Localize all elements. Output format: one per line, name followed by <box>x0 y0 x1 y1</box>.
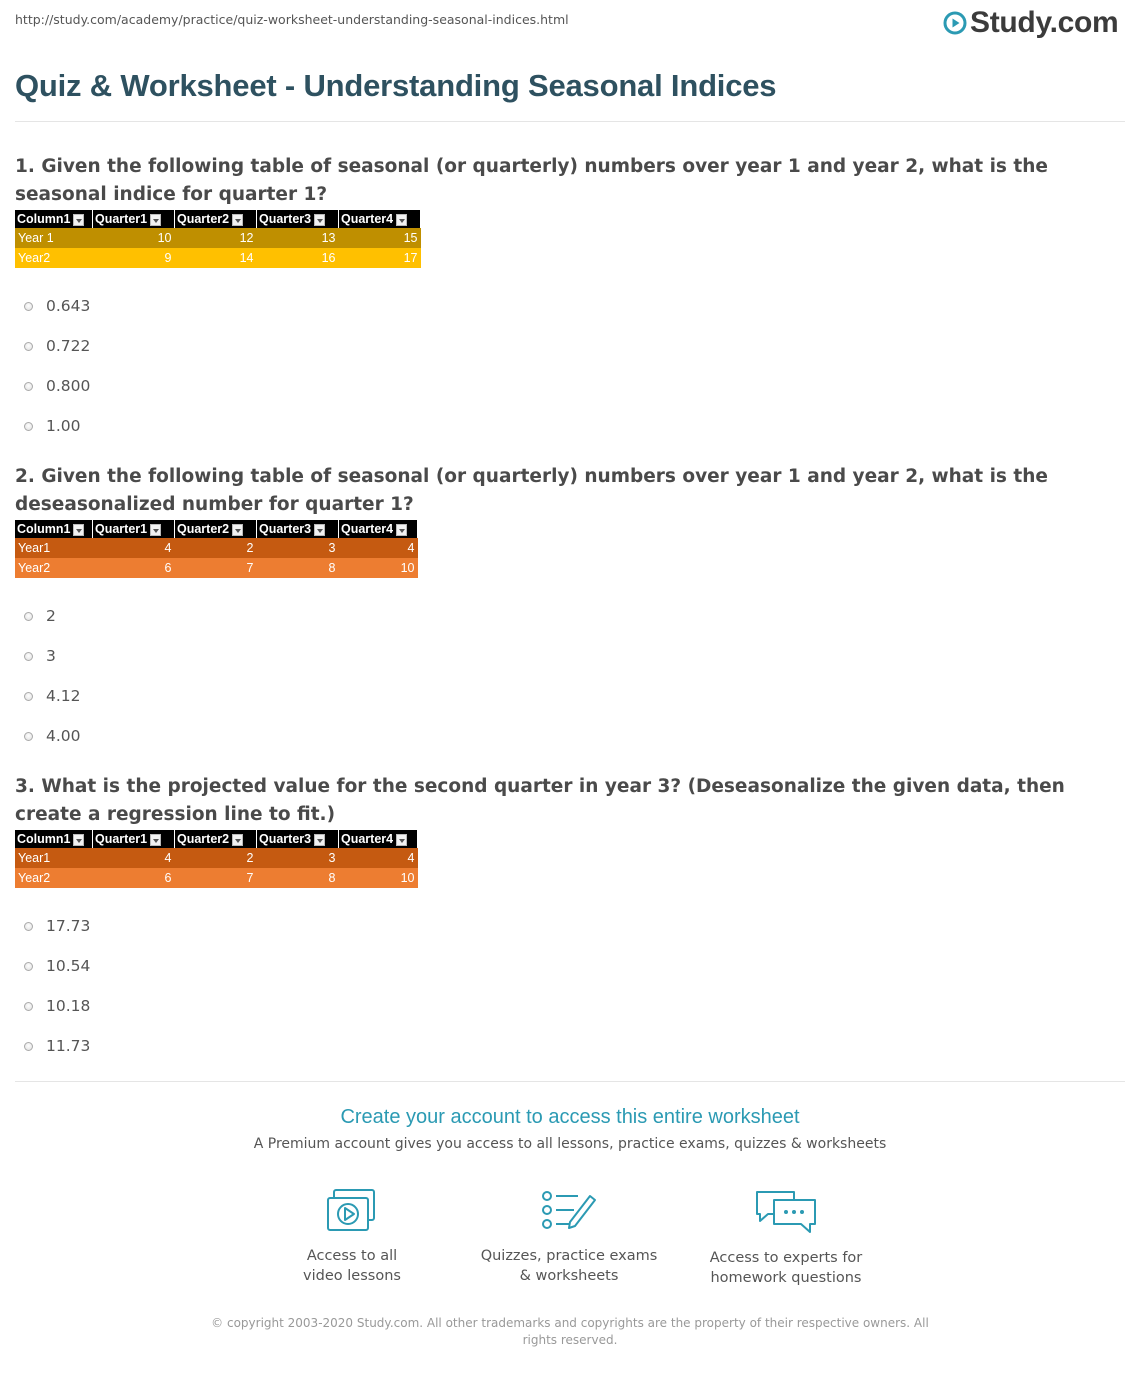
answer-label: 17.73 <box>46 917 91 935</box>
table-header-row <box>15 520 418 538</box>
logo-text: Study.com <box>970 6 1119 39</box>
chat-bubbles-icon <box>754 1188 818 1236</box>
value-cell: 2 <box>246 541 254 555</box>
radio-button[interactable] <box>24 962 33 971</box>
value-cell: 15 <box>403 231 418 245</box>
filter-dropdown-icon[interactable] <box>232 214 243 226</box>
row-label-cell: Year1 <box>18 541 51 555</box>
filter-dropdown-icon[interactable] <box>314 524 325 536</box>
data-table <box>15 520 418 578</box>
table-header-cell[interactable] <box>339 520 418 538</box>
row-label-cell: Year1 <box>18 851 51 865</box>
filter-dropdown-icon[interactable] <box>396 834 407 846</box>
value-cell: 8 <box>328 561 336 575</box>
page-url: http://study.com/academy/practice/quiz-worksheet-understanding-seasonal-indices.html <box>15 12 569 27</box>
answer-options <box>15 286 1130 446</box>
study-logo[interactable] <box>943 6 1118 40</box>
row-label-cell: Year 1 <box>18 231 54 245</box>
row-label-cell: Year2 <box>18 251 51 265</box>
table-row <box>15 538 418 558</box>
radio-button[interactable] <box>24 1002 33 1011</box>
header-label: Quarter1 <box>95 522 148 536</box>
value-cell: 9 <box>164 251 172 265</box>
value-cell: 10 <box>400 561 415 575</box>
cta-title[interactable]: Create your account to access this entire worksheet <box>340 1106 800 1128</box>
answer-label: 0.800 <box>46 377 91 395</box>
question-block <box>15 153 1130 446</box>
feature-label: Quizzes, practice exams & worksheets <box>480 1248 658 1284</box>
filter-dropdown-icon[interactable] <box>73 214 84 226</box>
answer-label: 0.643 <box>46 297 91 315</box>
quiz-checklist-icon <box>540 1188 598 1234</box>
video-lessons-icon <box>324 1188 380 1234</box>
answer-option[interactable] <box>15 1026 1130 1066</box>
answer-option[interactable] <box>15 596 1130 636</box>
value-cell: 12 <box>239 231 254 245</box>
copyright: © copyright 2003-2020 Study.com. All other trademarks and copyrights are the property of their respective owners. All rights reserved. <box>211 1316 929 1347</box>
feature-label: Access to all video lessons <box>303 1248 401 1284</box>
feature-experts <box>686 1188 886 1288</box>
radio-button[interactable] <box>24 342 33 351</box>
table-header-cell[interactable] <box>15 210 93 228</box>
filter-dropdown-icon[interactable] <box>73 834 84 846</box>
row-label-cell: Year2 <box>18 871 51 885</box>
radio-button[interactable] <box>24 922 33 931</box>
cta-subtitle: A Premium account gives you access to all lessons, practice exams, quizzes & worksheets <box>253 1136 887 1152</box>
value-cell: 4 <box>407 851 415 865</box>
answer-label: 4.00 <box>46 727 81 745</box>
divider <box>15 121 1125 122</box>
filter-dropdown-icon[interactable] <box>232 834 243 846</box>
value-cell: 4 <box>164 541 172 555</box>
header-label: Column1 <box>17 832 71 846</box>
filter-dropdown-icon[interactable] <box>150 834 161 846</box>
value-cell: 10 <box>400 871 415 885</box>
radio-button[interactable] <box>24 302 33 311</box>
value-cell: 3 <box>328 541 336 555</box>
row-label-cell: Year2 <box>18 561 51 575</box>
filter-dropdown-icon[interactable] <box>232 524 243 536</box>
table-row <box>15 868 418 888</box>
value-cell: 14 <box>239 251 254 265</box>
value-cell: 3 <box>328 851 336 865</box>
answer-options <box>15 596 1130 756</box>
answer-option[interactable] <box>15 286 1130 326</box>
radio-button[interactable] <box>24 692 33 701</box>
answer-option[interactable] <box>15 406 1130 446</box>
header-label: Quarter2 <box>177 522 230 536</box>
radio-button[interactable] <box>24 652 33 661</box>
filter-dropdown-icon[interactable] <box>314 834 325 846</box>
value-cell: 13 <box>321 231 336 245</box>
value-cell: 4 <box>407 541 415 555</box>
answer-option[interactable] <box>15 716 1130 756</box>
answer-options <box>15 906 1130 1066</box>
radio-button[interactable] <box>24 1042 33 1051</box>
header-label: Quarter2 <box>177 832 230 846</box>
header-label: Quarter1 <box>95 832 148 846</box>
data-table <box>15 830 418 888</box>
question-block <box>15 773 1130 1066</box>
question-text: 3. What is the projected value for the second quarter in year 3? (Deseasonalize the given data, then create a regression line to fit.) <box>15 776 1065 825</box>
table-header-row <box>15 830 418 848</box>
answer-label: 3 <box>46 647 56 665</box>
header-label: Quarter3 <box>259 832 312 846</box>
filter-dropdown-icon[interactable] <box>314 214 325 226</box>
answer-option[interactable] <box>15 326 1130 366</box>
question-text: 1. Given the following table of seasonal (or quarterly) numbers over year 1 and year 2, what is the seasonal indice for quarter 1? <box>15 156 1048 205</box>
filter-dropdown-icon[interactable] <box>150 524 161 536</box>
feature-label: Access to experts for homework questions <box>709 1250 863 1286</box>
value-cell: 2 <box>246 851 254 865</box>
value-cell: 8 <box>328 871 336 885</box>
header-label: Quarter4 <box>341 212 394 226</box>
answer-label: 1.00 <box>46 417 81 435</box>
answer-label: 11.73 <box>46 1037 91 1055</box>
header-label: Column1 <box>17 522 71 536</box>
question-text: 2. Given the following table of seasonal (or quarterly) numbers over year 1 and year 2, what is the deseasonalized number for quarter 1? <box>15 466 1048 515</box>
question-block <box>15 463 1130 756</box>
answer-label: 2 <box>46 607 56 625</box>
table-header-cell[interactable] <box>257 520 339 538</box>
answer-option[interactable] <box>15 366 1130 406</box>
table-header-cell[interactable] <box>257 830 339 848</box>
filter-dropdown-icon[interactable] <box>73 524 84 536</box>
value-cell: 4 <box>164 851 172 865</box>
table-header-cell[interactable] <box>93 830 175 848</box>
feature-video-lessons <box>252 1188 452 1286</box>
radio-button[interactable] <box>24 382 33 391</box>
divider <box>15 1081 1125 1082</box>
filter-dropdown-icon[interactable] <box>396 214 407 226</box>
table-row <box>15 558 418 578</box>
value-cell: 17 <box>403 251 418 265</box>
play-circle-icon <box>943 11 967 35</box>
value-cell: 10 <box>157 231 172 245</box>
filter-dropdown-icon[interactable] <box>150 214 161 226</box>
radio-button[interactable] <box>24 422 33 431</box>
table-header-cell[interactable] <box>93 210 175 228</box>
table-row <box>15 228 421 248</box>
header-label: Column1 <box>17 212 71 226</box>
value-cell: 16 <box>321 251 336 265</box>
page-title: Quiz & Worksheet - Understanding Seasonal Indices <box>15 68 777 103</box>
data-table <box>15 210 421 268</box>
header-label: Quarter3 <box>259 212 312 226</box>
table-header-cell[interactable] <box>93 520 175 538</box>
value-cell: 7 <box>246 871 254 885</box>
answer-option[interactable] <box>15 676 1130 716</box>
answer-option[interactable] <box>15 986 1130 1026</box>
table-header-cell[interactable] <box>339 830 418 848</box>
radio-button[interactable] <box>24 732 33 741</box>
header-label: Quarter4 <box>341 522 394 536</box>
header-label: Quarter4 <box>341 832 394 846</box>
header-label: Quarter2 <box>177 212 230 226</box>
answer-option[interactable] <box>15 946 1130 986</box>
table-header-cell[interactable] <box>175 830 257 848</box>
value-cell: 6 <box>164 561 172 575</box>
answer-label: 0.722 <box>46 337 91 355</box>
value-cell: 6 <box>164 871 172 885</box>
value-cell: 7 <box>246 561 254 575</box>
answer-label: 10.54 <box>46 957 91 975</box>
table-header-cell[interactable] <box>175 210 257 228</box>
table-row <box>15 248 421 268</box>
table-header-row <box>15 210 421 228</box>
filter-dropdown-icon[interactable] <box>396 524 407 536</box>
answer-label: 10.18 <box>46 997 91 1015</box>
answer-label: 4.12 <box>46 687 81 705</box>
table-header-cell[interactable] <box>339 210 421 228</box>
table-row <box>15 848 418 868</box>
radio-button[interactable] <box>24 612 33 621</box>
table-header-cell[interactable] <box>257 210 339 228</box>
table-header-cell[interactable] <box>15 830 93 848</box>
header-label: Quarter3 <box>259 522 312 536</box>
table-header-cell[interactable] <box>175 520 257 538</box>
header-label: Quarter1 <box>95 212 148 226</box>
table-header-cell[interactable] <box>15 520 93 538</box>
answer-option[interactable] <box>15 636 1130 676</box>
feature-quizzes <box>469 1188 669 1286</box>
answer-option[interactable] <box>15 906 1130 946</box>
